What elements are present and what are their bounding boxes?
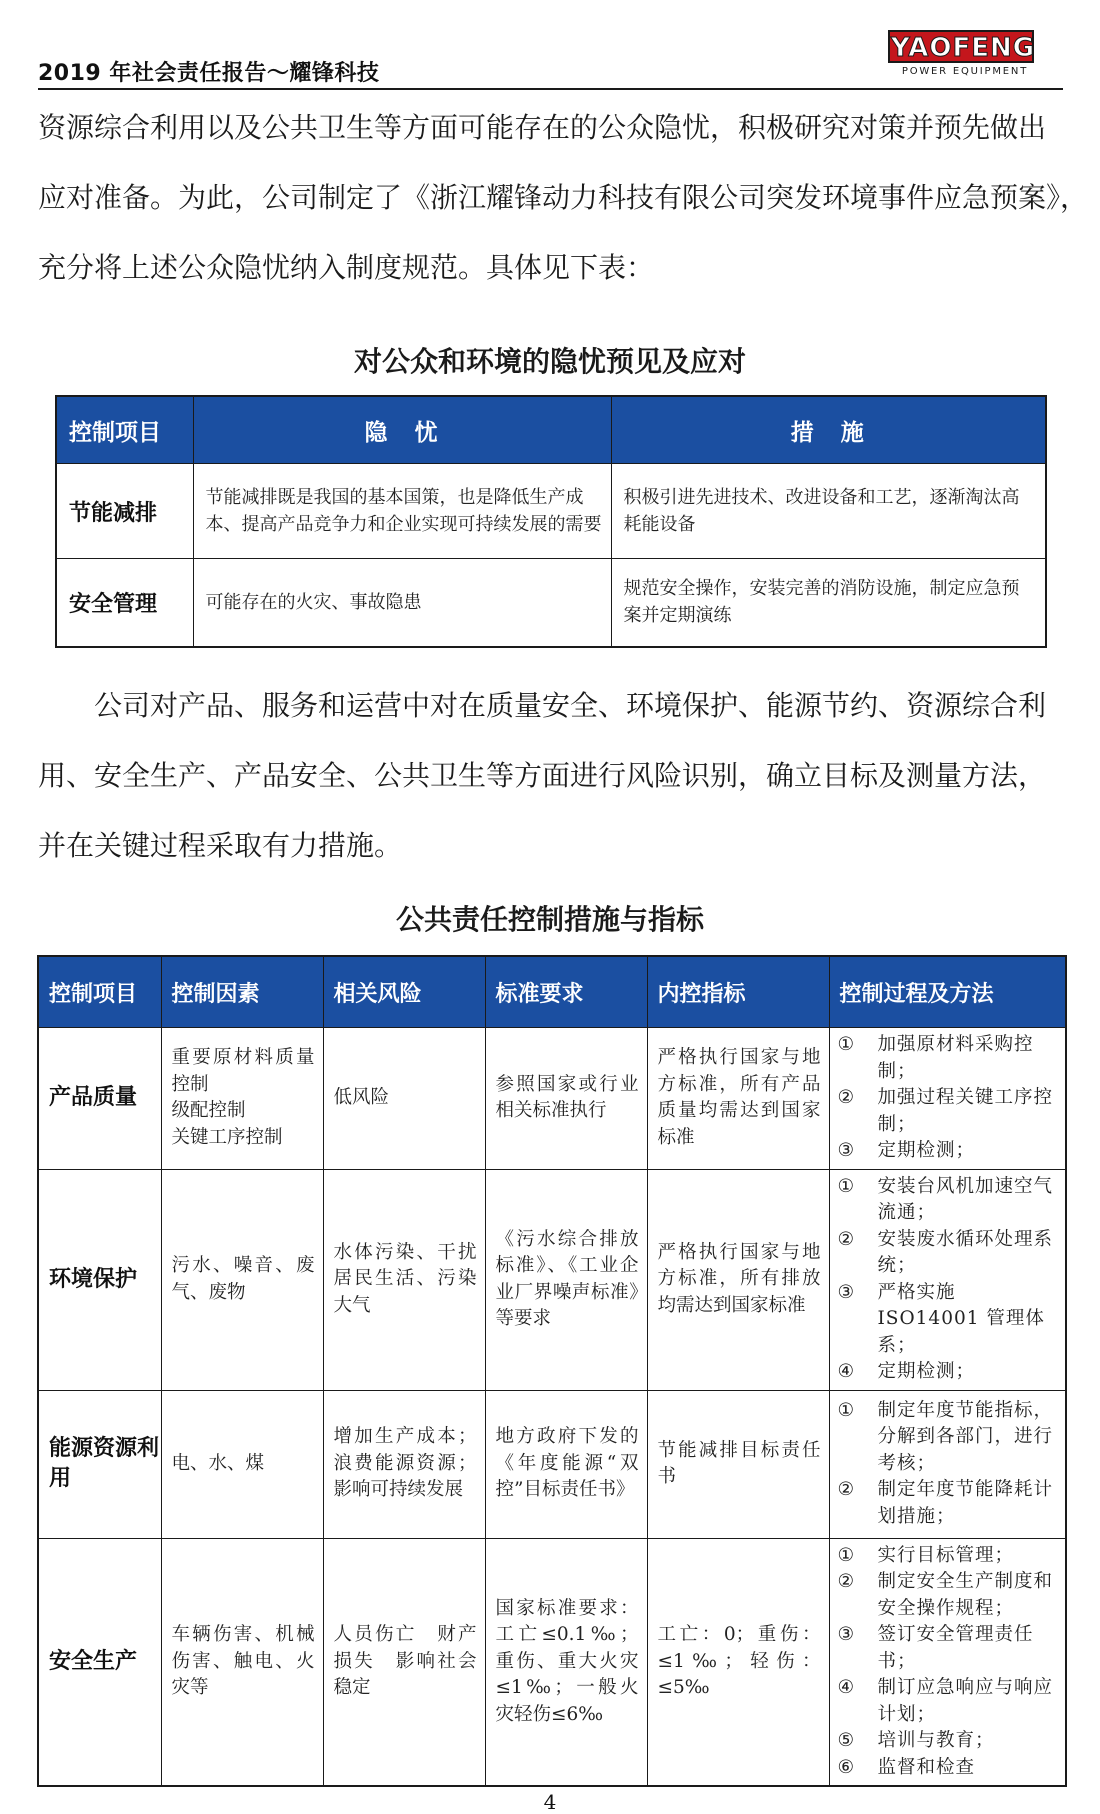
column-header: 控制项目 — [56, 396, 193, 464]
step-text: 加强过程关键工序控制； — [877, 1087, 1054, 1135]
company-logo — [876, 30, 1042, 80]
factor-line: 关键工序控制 — [171, 1126, 283, 1148]
method-step — [838, 1280, 1058, 1360]
risk-paragraph — [38, 671, 1068, 881]
method-step — [838, 1085, 1058, 1138]
risk-cell: 增加生产成本；浪费能源资源；影响可持续发展 — [323, 1390, 485, 1538]
method-step — [838, 1675, 1058, 1728]
control-item: 安全生产 — [38, 1538, 161, 1786]
control-item: 节能减排 — [56, 464, 193, 559]
header-divider — [38, 88, 1063, 90]
method-step — [838, 1227, 1058, 1280]
method-cell — [829, 1538, 1066, 1786]
table1-title: 对公众和环境的隐忧预见及应对 — [353, 345, 746, 378]
step-text: 定期检测； — [877, 1361, 976, 1382]
indicator-cell: 严格执行国家与地方标准，所有产品质量均需达到国家标准 — [647, 1028, 829, 1170]
step-text: 培训与教育； — [877, 1730, 995, 1751]
risk-cell: 低风险 — [323, 1028, 485, 1170]
factors-cell — [161, 1028, 323, 1170]
risk-cell: 人员伤亡 财产损失 影响社会稳定 — [323, 1538, 485, 1786]
step-text: 安装废水循环处理系统； — [877, 1228, 1054, 1276]
step-number: ④ — [837, 1361, 855, 1382]
step-number: ② — [837, 1571, 855, 1592]
table-header-row — [56, 396, 1046, 464]
step-text: 严格实施 ISO14001 管理体系； — [877, 1281, 1045, 1356]
intro-paragraph — [38, 93, 1089, 303]
method-step — [838, 1569, 1058, 1622]
factor-line: 污水、噪音、废气、废物 — [171, 1255, 315, 1303]
control-item: 环境保护 — [38, 1169, 161, 1390]
method-step — [838, 1543, 1058, 1570]
standard-cell: 参照国家或行业相关标准执行 — [485, 1028, 647, 1170]
standard-cell: 国家标准要求：工亡≤0.1‰；重伤、重大火灾≤1‰；一般火灾轻伤≤6‰ — [485, 1538, 647, 1786]
method-step — [838, 1755, 1058, 1782]
step-text: 制定年度节能降耗计划措施； — [877, 1479, 1054, 1527]
paragraph-line: 并在关键过程采取有力措施。 — [38, 829, 403, 862]
indicator-cell: 严格执行国家与地方标准，所有排放均需达到国家标准 — [647, 1169, 829, 1390]
method-step — [838, 1398, 1058, 1478]
step-number: ① — [837, 1034, 855, 1055]
step-number: ① — [837, 1399, 855, 1421]
report-title: 2019 年社会责任报告～耀锋科技 — [38, 61, 380, 86]
factors-cell — [161, 1538, 323, 1786]
factor-line: 电、水、煤 — [171, 1452, 265, 1474]
method-step — [838, 1359, 1058, 1386]
concerns-table — [55, 395, 1047, 648]
concern-cell: 可能存在的火灾、事故隐患 — [193, 559, 611, 647]
table-row — [56, 559, 1046, 647]
paragraph-line: 公司对产品、服务和运营中对在质量安全、环境保护、能源节约、资源综合利 — [38, 689, 1047, 722]
step-text: 制定年度节能指标，分解到各部门，进行考核； — [877, 1399, 1054, 1474]
step-text: 签订安全管理责任书； — [877, 1624, 1034, 1672]
method-step — [838, 1728, 1058, 1755]
factor-line: 车辆伤害、机械伤害、触电、火灾等 — [171, 1624, 315, 1698]
table-row — [38, 1028, 1066, 1170]
step-text: 监督和检查 — [877, 1756, 976, 1778]
method-step — [838, 1622, 1058, 1675]
method-cell — [829, 1169, 1066, 1390]
column-header: 控制项目 — [38, 956, 161, 1028]
step-number: ③ — [837, 1281, 855, 1303]
step-number: ⑤ — [837, 1730, 855, 1751]
column-header: 内控指标 — [647, 956, 829, 1028]
method-cell — [829, 1028, 1066, 1170]
table-row — [38, 1169, 1066, 1390]
step-text: 安装台风机加速空气流通； — [877, 1175, 1054, 1223]
table-row — [38, 1538, 1066, 1786]
column-header: 相关风险 — [323, 956, 485, 1028]
step-number: ⑥ — [837, 1756, 855, 1778]
method-step — [838, 1032, 1058, 1085]
paragraph-line: 用、安全生产、产品安全、公共卫生等方面进行风险识别，确立目标及测量方法， — [38, 759, 1047, 792]
table2-title: 公共责任控制措施与指标 — [395, 903, 704, 936]
method-step — [838, 1174, 1058, 1227]
step-number: ③ — [837, 1140, 855, 1161]
logo-badge — [888, 30, 1034, 63]
step-number: ① — [837, 1175, 855, 1197]
paragraph-line: 应对准备。为此，公司制定了《浙江耀锋动力科技有限公司突发环境事件应急预案》， — [38, 181, 1089, 214]
control-item: 安全管理 — [56, 559, 193, 647]
step-number: ① — [837, 1544, 855, 1566]
column-header: 隐 忧 — [193, 396, 611, 464]
indicator-cell: 工亡：0；重伤：≤1‰；轻伤：≤5‰ — [647, 1538, 829, 1786]
standard-cell: 地方政府下发的《年度能源“双控”目标责任书》 — [485, 1390, 647, 1538]
logo-tagline: POWER EQUIPMENT — [901, 66, 1029, 77]
measure-cell: 规范安全操作，安装完善的消防设施，制定应急预案并定期演练 — [611, 559, 1046, 647]
page-number: 4 — [543, 1790, 557, 1814]
standard-cell: 《污水综合排放标准》、《工业企业厂界噪声标准》等要求 — [485, 1169, 647, 1390]
step-number: ④ — [837, 1677, 855, 1698]
measure-cell: 积极引进先进技术、改进设备和工艺，逐渐淘汰高耗能设备 — [611, 464, 1046, 559]
concern-cell: 节能减排既是我国的基本国策，也是降低生产成本、提高产品竞争力和企业实现可持续发展的需要 — [193, 464, 611, 559]
table-header-row — [38, 956, 1066, 1028]
table-row — [38, 1390, 1066, 1538]
step-number: ② — [837, 1479, 855, 1501]
step-text: 制订应急响应与响应计划； — [877, 1677, 1054, 1725]
paragraph-line: 充分将上述公众隐忧纳入制度规范。具体见下表： — [38, 251, 655, 284]
column-header: 措 施 — [611, 396, 1046, 464]
step-text: 加强原材料采购控制； — [877, 1034, 1034, 1082]
step-text: 定期检测； — [877, 1140, 976, 1161]
method-step — [838, 1477, 1058, 1530]
factor-line: 重要原材料质量控制 — [171, 1047, 315, 1095]
column-header: 控制过程及方法 — [829, 956, 1066, 1028]
step-number: ② — [837, 1087, 855, 1108]
logo-wordmark: YAOFENG — [890, 33, 1036, 63]
step-number: ② — [837, 1228, 855, 1250]
control-item: 产品质量 — [38, 1028, 161, 1170]
factor-line: 级配控制 — [171, 1100, 246, 1122]
control-item: 能源资源利用 — [38, 1390, 161, 1538]
step-text: 实行目标管理； — [877, 1544, 1015, 1566]
table-row — [56, 464, 1046, 559]
responsibility-table — [37, 955, 1067, 1787]
step-text: 制定安全生产制度和安全操作规程； — [877, 1571, 1054, 1619]
step-number: ③ — [837, 1624, 855, 1645]
factors-cell — [161, 1169, 323, 1390]
method-step — [838, 1138, 1058, 1165]
column-header: 控制因素 — [161, 956, 323, 1028]
paragraph-line: 资源综合利用以及公共卫生等方面可能存在的公众隐忧，积极研究对策并预先做出 — [38, 111, 1047, 144]
method-cell — [829, 1390, 1066, 1538]
indicator-cell: 节能减排目标责任书 — [647, 1390, 829, 1538]
factors-cell — [161, 1390, 323, 1538]
risk-cell: 水体污染、干扰居民生活、污染大气 — [323, 1169, 485, 1390]
column-header: 标准要求 — [485, 956, 647, 1028]
